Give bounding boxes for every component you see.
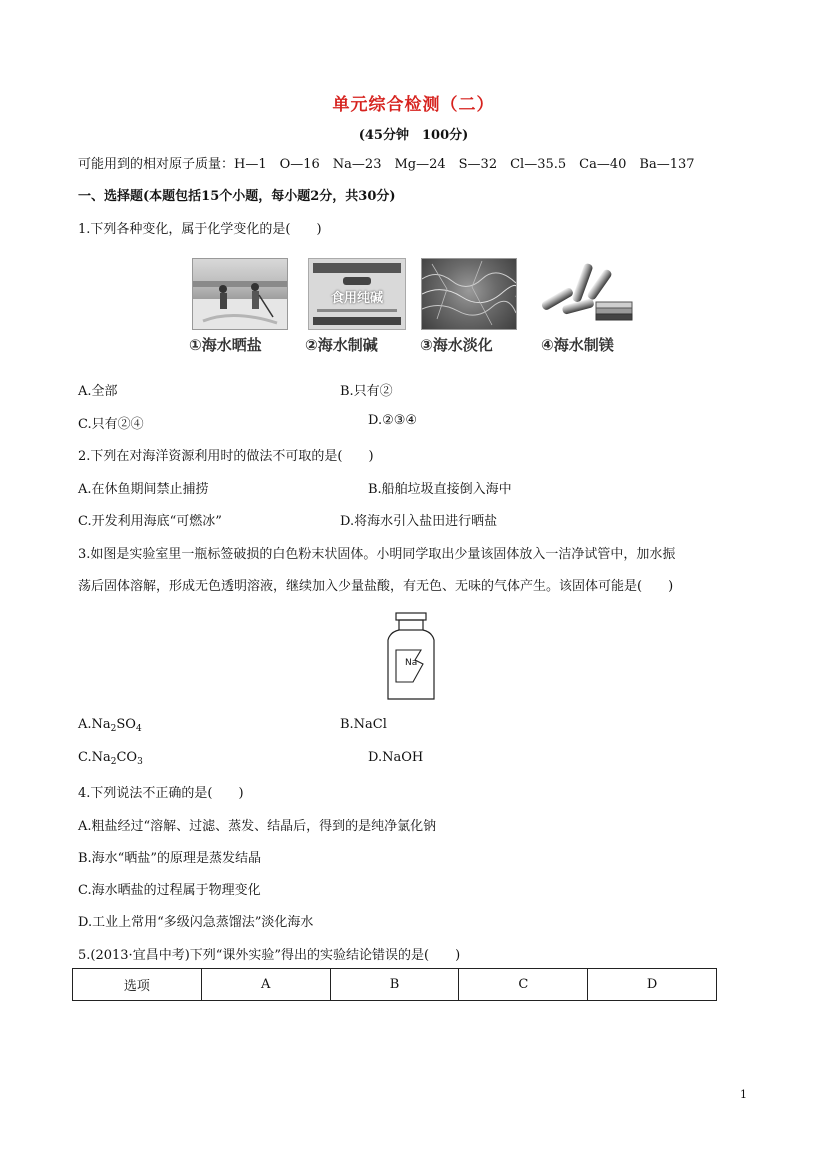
q3-option-b: B.NaCl [340,717,387,732]
q3-option-d: D.NaOH [368,750,424,765]
q2-option-d: D.将海水引入盐田进行晒盐 [340,514,498,529]
desalination-image [421,258,517,330]
q3-stem-line1: 3.如图是实验室里一瓶标签破损的白色粉末状固体。小明同学取出少量该固体放入一洁净试管中，加水振 [78,547,676,562]
q2-stem: 2.下列在对海洋资源利用时的做法不可取的是( ) [78,449,374,464]
q3-option-c: $C.Na_2CO_3$ [78,750,143,767]
q1-option-a: A.全部 [78,384,118,399]
magnesium-image [538,258,638,330]
reagent-bottle-diagram [384,612,438,702]
package-label: 食用纯碱 [330,291,383,306]
salt-workers-illustration [193,259,287,329]
fig1-caption: ①海水晒盐 [189,336,262,354]
atomic-masses: 可能用到的相对原子质量：H—1 O—16 Na—23 Mg—24 S—32 Cl—35.5 Ca—40 Ba—137 [78,157,695,172]
q5-stem: 5.(2013·宜昌中考)下列“课外实验”得出的实验结论错误的是( ) [78,948,461,963]
page-number: 1 [740,1088,747,1101]
page-subtitle: (45分钟 100分) [358,128,469,143]
table-row [73,969,717,1001]
table-header-cell: C [459,969,588,1001]
fig4-caption: ④海水制镁 [541,336,614,354]
magnesium-bars-illustration [538,258,638,330]
q2-option-b: B.船舶垃圾直接倒入海中 [368,482,512,497]
section-heading: 一、选择题(本题包括15个小题，每小题2分，共30分) [78,189,396,204]
table-header-cell: A [201,969,330,1001]
q1-option-d: D.②③④ [368,413,418,428]
q4-stem: 4.下列说法不正确的是( ) [78,786,244,801]
page-title: 单元综合检测（二） [332,95,495,115]
soda-package-image [308,258,406,330]
q2-option-c: C.开发利用海底“可燃冰” [78,514,222,529]
q2-option-a: A.在休鱼期间禁止捕捞 [78,482,209,497]
water-texture-illustration [422,259,516,329]
q3-stem-line2: 荡后固体溶解，形成无色透明溶液，继续加入少量盐酸，有无色、无味的气体产生。该固体可能是( ) [78,579,674,594]
q1-option-c: C.只有②④ [78,417,144,432]
table-header-cell: 选项 [73,969,202,1001]
q1-stem: 1.下列各种变化，属于化学变化的是( ) [78,222,322,237]
fig2-caption: ②海水制碱 [305,336,378,354]
q1-option-b: B.只有② [340,384,393,399]
q4-option-a: A.粗盐经过“溶解、过滤、蒸发、结晶后，得到的是纯净氯化钠 [78,819,437,834]
q4-option-b: B.海水“晒盐”的原理是蒸发结晶 [78,851,261,866]
bottle-label-text: Na [405,658,418,668]
q5-options-table [72,968,717,1001]
q4-option-c: C.海水晒盐的过程属于物理变化 [78,883,261,898]
q3-option-a: $A.Na_2SO_4$ [78,717,142,734]
fig3-caption: ③海水淡化 [420,336,493,354]
q4-option-d: D.工业上常用“多级闪急蒸馏法”淡化海水 [78,915,314,930]
reagent-bottle-icon [384,612,438,702]
table-header-cell: D [588,969,717,1001]
table-header-cell: B [330,969,459,1001]
salt-drying-image [192,258,288,330]
